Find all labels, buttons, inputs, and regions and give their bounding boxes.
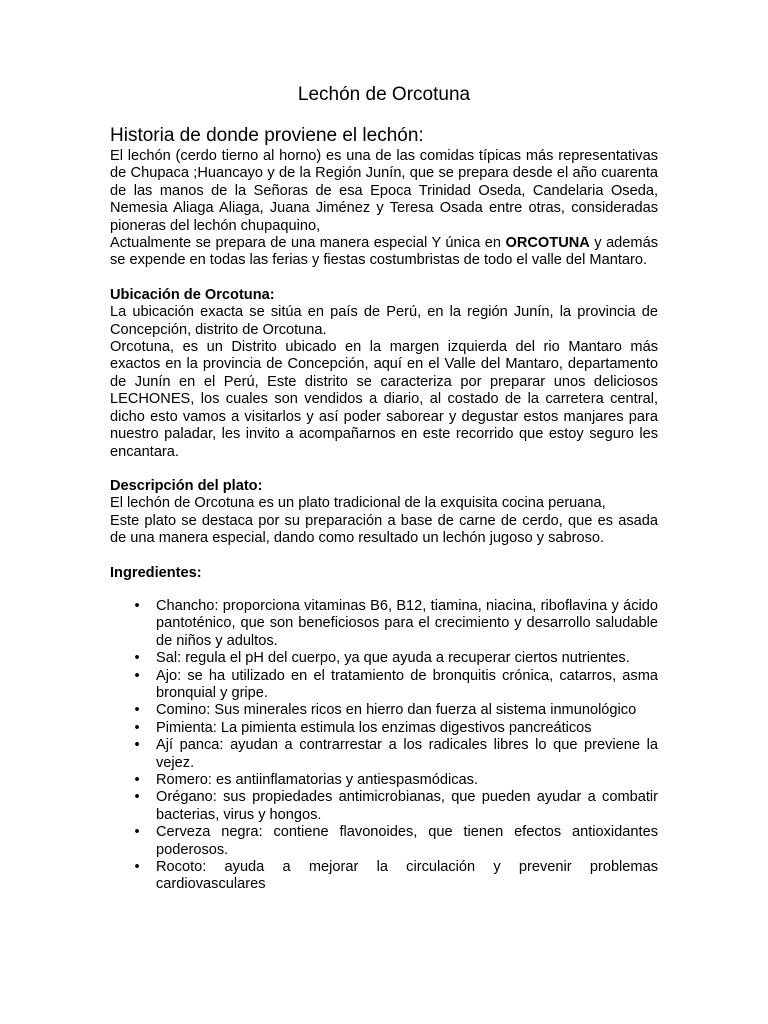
ingredient-text: Rocoto: ayuda a mejorar la circulación y prevenir problemas cardiovasculares [156, 859, 658, 893]
location-heading: Ubicación de Orcotuna: [110, 286, 275, 303]
list-item [134, 737, 658, 772]
list-item [134, 702, 658, 719]
list-item [134, 719, 658, 737]
list-item [134, 650, 658, 667]
ingredients-heading: Ingredientes: [110, 564, 202, 581]
ingredient-text: Comino: Sus minerales ricos en hierro dan fuerza al sistema inmunológico [156, 702, 637, 719]
document-title: Lechón de Orcotuna [297, 84, 471, 105]
ingredient-text: Chancho: proporciona vitaminas B6, B12, tiamina, niacina, riboflavina y ácido pantoténico, que son beneficiosos para el crecimiento y desarrollo saludable de niños y adultos. [156, 597, 658, 649]
bullet-icon: • [134, 702, 140, 719]
location-paragraph-2: Orcotuna, es un Distrito ubicado en la margen izquierda del rio Mantaro más exactos en la provincia de Concepción, aquí en el Valle del Mantaro, departamento de Junín en el Perú, Este distrito se caracteriza por preparar unos deliciosos LECHONES, los cuales son vendidos a diario, al costado de la carretera central, dicho esto vamos a visitarlos y así poder saborear y degustar estos manjares para nuestro paladar, les invito a acompañarnos en este recorrido que estoy seguro les encantara. [110, 339, 658, 460]
spacer [110, 270, 658, 287]
list-item [134, 789, 658, 824]
list-item [134, 667, 658, 703]
bullet-icon: • [134, 789, 140, 806]
bullet-icon: • [134, 824, 140, 841]
ingredients-list [110, 598, 658, 894]
spacer [110, 548, 658, 565]
ingredient-text: Sal: regula el pH del cuerpo, ya que ayuda a recuperar ciertos nutrientes. [156, 650, 630, 667]
history-paragraph-2-end: y además se expende en todas las ferias y fiestas costumbristas de todo el valle del Mantaro. [110, 235, 658, 269]
description-heading: Descripción del plato: [110, 477, 263, 494]
ingredient-text: Orégano: sus propiedades antimicrobianas, que pueden ayudar a combatir bacterias, virus y hongos. [156, 789, 658, 823]
bullet-icon: • [134, 859, 140, 876]
bullet-icon: • [134, 737, 140, 754]
description-paragraph-2: Este plato se destaca por su preparación a base de carne de cerdo, que es asada de una manera especial, dando como resultado un lechón jugoso y sabroso. [110, 512, 658, 547]
bullet-icon: • [134, 597, 140, 614]
list-item [134, 824, 658, 859]
location-paragraph-1: La ubicación exacta se sitúa en país de Perú, en la región Junín, la provincia de Concepción, distrito de Orcotuna. [110, 304, 658, 338]
list-item [134, 597, 658, 650]
spacer [110, 461, 658, 478]
bullet-icon: • [134, 667, 140, 684]
list-item [134, 772, 658, 789]
ingredient-text: Ají panca: ayudan a contrarrestar a los radicales libres lo que previene la vejez. [156, 737, 658, 771]
history-paragraph-2-start: Actualmente se prepara de una manera especial Y única en [110, 235, 506, 252]
description-paragraph-1: El lechón de Orcotuna es un plato tradicional de la exquisita cocina peruana, [110, 495, 606, 512]
ingredient-text: Romero: es antiinflamatorias y antiespasmódicas. [156, 772, 479, 788]
ingredient-text: Cerveza negra: contiene flavonoides, que tienen efectos antioxidantes poderosos. [156, 824, 658, 858]
ingredient-text: Pimienta: La pimienta estimula los enzimas digestivos pancreáticos [156, 719, 592, 736]
bullet-icon: • [134, 650, 140, 667]
ingredient-text: Ajo: se ha utilizado en el tratamiento de bronquitis crónica, catarros, asma bronquial y gripe. [156, 667, 658, 701]
orcotuna-emphasis: ORCOTUNA [505, 235, 590, 252]
history-heading: Historia de donde proviene el lechón: [110, 125, 424, 146]
bullet-icon: • [134, 772, 140, 788]
list-item [134, 859, 658, 894]
history-paragraph-2 [110, 235, 658, 270]
bullet-icon: • [134, 719, 140, 736]
history-paragraph-1: El lechón (cerdo tierno al horno) es una de las comidas típicas más representativas de Chupaca ;Huancayo y de la Región Junín, que se prepara desde el año cuarenta de las manos de la Señoras de esa Epoca Trinidad Oseda, Candelaria Oseda, Nemesia Aliaga Aliaga, Juana Jiménez y Teresa Osada entre otras, consideradas pioneras del lechón chupaquino, [110, 148, 658, 234]
